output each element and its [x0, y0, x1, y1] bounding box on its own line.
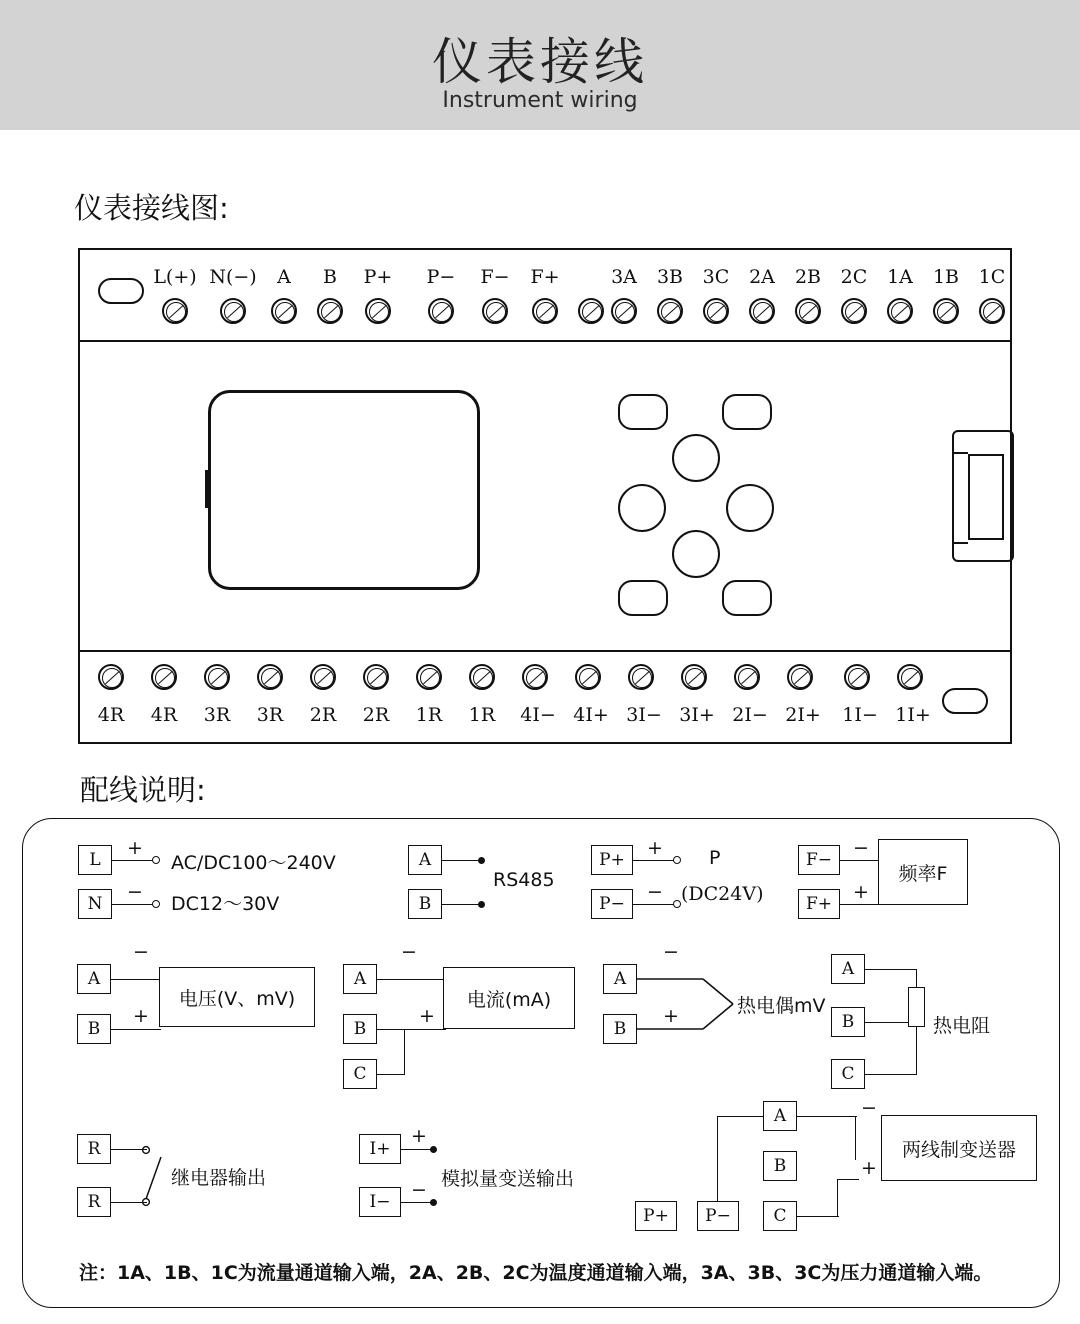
- terminal-label-top-13: 2B: [794, 266, 822, 288]
- screw-terminal-bottom-12[interactable]: [734, 664, 760, 690]
- terminal-label-top-9: 3A: [611, 266, 637, 288]
- page-banner: [0, 0, 1080, 130]
- node-p-plus: [673, 856, 681, 864]
- screw-terminal-bottom-9[interactable]: [575, 664, 601, 690]
- terminal-label-top-6: F−: [480, 266, 510, 288]
- terminal-label-bottom-13: 2I+: [785, 704, 821, 726]
- sign-power-minus: −: [127, 881, 143, 903]
- sign-analog-plus: +: [411, 1125, 427, 1147]
- wire-tx-to-a: [717, 1116, 763, 1117]
- wire-rs485-a: [442, 860, 480, 861]
- mounting-hole-top-left-icon: [98, 278, 144, 304]
- wire-tx-a-right: [797, 1116, 857, 1117]
- side-connector-inner: [968, 454, 1004, 540]
- node-analog-plus: [430, 1146, 437, 1153]
- terminal-box-rtd-a: A: [831, 954, 865, 984]
- screw-terminal-top-4[interactable]: [365, 298, 391, 324]
- wire-analog-minus: [401, 1202, 433, 1203]
- screw-terminal-top-8[interactable]: [578, 298, 604, 324]
- terminal-box-tx-pminus: P−: [697, 1201, 739, 1231]
- screw-terminal-bottom-15[interactable]: [897, 664, 923, 690]
- terminal-box-tx-pplus: P+: [635, 1201, 677, 1231]
- terminal-box-current-a: A: [343, 964, 377, 994]
- sign-current-plus: +: [419, 1005, 435, 1027]
- terminal-box-p-minus: P−: [591, 889, 633, 919]
- screw-terminal-top-6[interactable]: [482, 298, 508, 324]
- sign-tx-plus: +: [861, 1157, 877, 1179]
- key-top-right[interactable]: [722, 394, 772, 430]
- terminal-box-rs485-a: A: [408, 845, 442, 875]
- terminal-label-top-7: F+: [530, 266, 560, 288]
- terminal-label-top-11: 3C: [702, 266, 730, 288]
- terminal-label-bottom-2: 3R: [203, 704, 231, 726]
- terminal-box-f-plus: F+: [798, 889, 840, 919]
- wire-p-plus: [633, 860, 675, 861]
- label-analog-output: 模拟量变送输出: [441, 1168, 575, 1190]
- sign-p-plus: +: [647, 837, 663, 859]
- screw-terminal-bottom-13[interactable]: [787, 664, 813, 690]
- screw-terminal-top-2[interactable]: [271, 298, 297, 324]
- terminal-label-bottom-8: 4I−: [520, 704, 556, 726]
- screw-terminal-top-9[interactable]: [611, 298, 637, 324]
- wire-current-to-box: [404, 1029, 446, 1030]
- wire-current-a: [377, 979, 445, 980]
- screw-terminal-bottom-10[interactable]: [628, 664, 654, 690]
- wire-tx-c-up: [837, 1179, 838, 1217]
- sign-p-minus: −: [647, 881, 663, 903]
- key-down[interactable]: [672, 530, 720, 578]
- terminal-label-bottom-7: 1R: [468, 704, 496, 726]
- screw-terminal-bottom-2[interactable]: [204, 664, 230, 690]
- wire-current-c: [377, 1074, 405, 1075]
- terminal-label-bottom-0: 4R: [97, 704, 125, 726]
- screw-terminal-top-15[interactable]: [887, 298, 913, 324]
- device-front-panel: [80, 342, 1010, 650]
- label-power-ac: AC/DC100～240V: [171, 852, 336, 874]
- terminal-box-rtd-b: B: [831, 1007, 865, 1037]
- side-connector-tick-bottom: [954, 542, 968, 544]
- terminal-box-f-minus: F−: [798, 845, 840, 875]
- config-heading: 配线说明:: [80, 773, 206, 807]
- wire-p-minus: [633, 904, 675, 905]
- screw-terminal-top-0[interactable]: [162, 298, 188, 324]
- wire-tx-c-to-box: [837, 1179, 859, 1180]
- node-analog-minus: [430, 1199, 437, 1206]
- terminal-box-current-b: B: [343, 1014, 377, 1044]
- screw-terminal-top-12[interactable]: [749, 298, 775, 324]
- terminal-label-top-0: L(+): [153, 266, 197, 288]
- terminal-label-top-12: 2A: [749, 266, 775, 288]
- terminal-box-analog-iplus: I+: [359, 1134, 401, 1164]
- node-rs485-b: [478, 901, 485, 908]
- screw-terminal-bottom-11[interactable]: [681, 664, 707, 690]
- screw-terminal-bottom-8[interactable]: [522, 664, 548, 690]
- banner-subtitle: Instrument wiring: [442, 88, 638, 113]
- lcd-display: [208, 390, 480, 590]
- wire-analog-plus: [401, 1149, 433, 1150]
- wire-current-b: [377, 1029, 405, 1030]
- screw-terminal-bottom-14[interactable]: [844, 664, 870, 690]
- wire-tx-c-right: [797, 1216, 839, 1217]
- wire-voltage-b: [111, 1029, 161, 1030]
- screw-terminal-top-16[interactable]: [933, 298, 959, 324]
- wire-f-minus: [840, 860, 880, 861]
- key-right[interactable]: [726, 484, 774, 532]
- sign-voltage-plus: +: [133, 1005, 149, 1027]
- screw-terminal-bottom-3[interactable]: [257, 664, 283, 690]
- screw-terminal-top-7[interactable]: [532, 298, 558, 324]
- terminal-box-tc-a: A: [603, 964, 637, 994]
- mounting-hole-bottom-right-icon: [942, 688, 988, 714]
- terminal-box-tx-a: A: [763, 1101, 797, 1131]
- label-rtd: 热电阻: [933, 1015, 991, 1037]
- wire-rtd-c: [865, 1074, 917, 1075]
- wiring-diagram-heading: 仪表接线图:: [74, 191, 229, 225]
- banner-title: 仪表接线: [432, 33, 648, 91]
- screw-terminal-bottom-5[interactable]: [363, 664, 389, 690]
- terminal-box-current-c: C: [343, 1059, 377, 1089]
- terminal-box-rs485-b: B: [408, 889, 442, 919]
- terminal-label-top-16: 1B: [932, 266, 960, 288]
- device-box-current: 电流(mA): [443, 967, 575, 1029]
- wire-tx-pminus-up: [717, 1116, 718, 1201]
- sign-f-minus: −: [853, 837, 869, 859]
- terminal-label-top-15: 1A: [887, 266, 913, 288]
- terminal-label-top-10: 3B: [656, 266, 684, 288]
- device-box-voltage: 电压(V、mV): [159, 967, 315, 1027]
- sign-current-minus: −: [401, 941, 417, 963]
- terminal-label-bottom-12: 2I−: [732, 704, 768, 726]
- screw-terminal-bottom-6[interactable]: [416, 664, 442, 690]
- device-box-frequency: 频率F: [878, 839, 968, 905]
- terminal-label-bottom-6: 1R: [415, 704, 443, 726]
- screw-terminal-top-14[interactable]: [841, 298, 867, 324]
- screw-terminal-bottom-7[interactable]: [469, 664, 495, 690]
- wire-rtd-a: [865, 969, 917, 970]
- terminal-label-bottom-1: 4R: [150, 704, 178, 726]
- terminal-box-p-plus: P+: [591, 845, 633, 875]
- relay-contact-symbol-icon: [133, 1141, 173, 1213]
- terminal-label-bottom-15: 1I+: [895, 704, 931, 726]
- label-relay-output: 继电器输出: [171, 1167, 267, 1189]
- terminal-box-tc-b: B: [603, 1014, 637, 1044]
- screw-terminal-bottom-1[interactable]: [151, 664, 177, 690]
- node-rs485-a: [478, 857, 485, 864]
- screw-terminal-bottom-4[interactable]: [310, 664, 336, 690]
- terminal-box-tx-c: C: [763, 1201, 797, 1231]
- screw-terminal-top-11[interactable]: [703, 298, 729, 324]
- label-p-dc24v: (DC24V): [681, 883, 764, 905]
- terminal-label-top-1: N(−): [209, 266, 257, 288]
- wire-voltage-a: [111, 979, 161, 980]
- screw-terminal-top-3[interactable]: [317, 298, 343, 324]
- label-p: P: [709, 847, 721, 869]
- screw-terminal-top-10[interactable]: [657, 298, 683, 324]
- screw-terminal-top-13[interactable]: [795, 298, 821, 324]
- terminal-box-voltage-a: A: [77, 964, 111, 994]
- sign-tx-minus: −: [861, 1097, 877, 1119]
- side-connector-tick-top: [954, 452, 968, 454]
- side-connector: [952, 430, 1014, 562]
- terminal-label-bottom-3: 3R: [256, 704, 284, 726]
- screw-terminal-bottom-0[interactable]: [98, 664, 124, 690]
- node-power-n: [152, 900, 160, 908]
- terminal-label-top-14: 2C: [840, 266, 868, 288]
- terminal-box-relay-1: R: [77, 1134, 111, 1164]
- screw-terminal-top-5[interactable]: [428, 298, 454, 324]
- footnote: 注：1A、1B、1C为流量通道输入端，2A、2B、2C为温度通道输入端，3A、3B、3C为压力通道输入端。: [79, 1262, 993, 1284]
- terminal-box-voltage-b: B: [77, 1014, 111, 1044]
- terminal-box-tx-b: B: [763, 1151, 797, 1181]
- terminal-label-top-4: P+: [363, 266, 393, 288]
- sign-tc-minus: −: [663, 941, 679, 963]
- terminal-box-relay-2: R: [77, 1187, 111, 1217]
- terminal-label-bottom-9: 4I+: [573, 704, 609, 726]
- label-rs485: RS485: [493, 869, 555, 891]
- wire-current-bc-link: [404, 1029, 405, 1075]
- terminal-label-bottom-5: 2R: [362, 704, 390, 726]
- sign-analog-minus: −: [411, 1179, 427, 1201]
- terminal-label-top-2: A: [277, 266, 291, 288]
- node-power-l: [152, 856, 160, 864]
- sign-tc-plus: +: [663, 1005, 679, 1027]
- key-bottom-left[interactable]: [618, 580, 668, 616]
- wire-power-l: [112, 860, 154, 861]
- wire-rs485-b: [442, 904, 480, 905]
- terminal-label-bottom-4: 2R: [309, 704, 337, 726]
- terminal-label-top-3: B: [323, 266, 337, 288]
- terminal-label-bottom-14: 1I−: [842, 704, 878, 726]
- terminal-box-power-l: L: [78, 845, 112, 875]
- sign-f-plus: +: [853, 881, 869, 903]
- top-terminal-strip: [80, 250, 1010, 342]
- wiring-instructions-panel: [22, 818, 1060, 1308]
- terminal-box-rtd-c: C: [831, 1059, 865, 1089]
- terminal-box-analog-iminus: I−: [359, 1187, 401, 1217]
- wire-tx-a-down: [855, 1116, 856, 1160]
- terminal-label-top-17: 1C: [978, 266, 1006, 288]
- terminal-label-top-5: P−: [426, 266, 456, 288]
- key-bottom-right[interactable]: [722, 580, 772, 616]
- node-p-minus: [673, 900, 681, 908]
- key-top-left[interactable]: [618, 394, 668, 430]
- terminal-label-bottom-10: 3I−: [626, 704, 662, 726]
- screw-terminal-top-1[interactable]: [220, 298, 246, 324]
- sign-voltage-minus: −: [133, 941, 149, 963]
- wire-power-n: [112, 904, 154, 905]
- lcd-edge-nub-icon: [205, 470, 209, 508]
- device-box-transmitter: 两线制变送器: [881, 1115, 1037, 1181]
- wire-f-plus: [840, 904, 880, 905]
- resistor-symbol-icon: [908, 987, 925, 1027]
- screw-terminal-top-17[interactable]: [979, 298, 1005, 324]
- key-up[interactable]: [672, 434, 720, 482]
- label-power-dc: DC12～30V: [171, 893, 280, 915]
- instrument-device-diagram: [78, 248, 1012, 744]
- sign-power-plus: +: [127, 837, 143, 859]
- key-left[interactable]: [618, 484, 666, 532]
- terminal-label-bottom-11: 3I+: [679, 704, 715, 726]
- terminal-box-power-n: N: [78, 889, 112, 919]
- bottom-terminal-strip: [80, 650, 1010, 742]
- label-thermocouple: 热电偶mV: [737, 995, 826, 1017]
